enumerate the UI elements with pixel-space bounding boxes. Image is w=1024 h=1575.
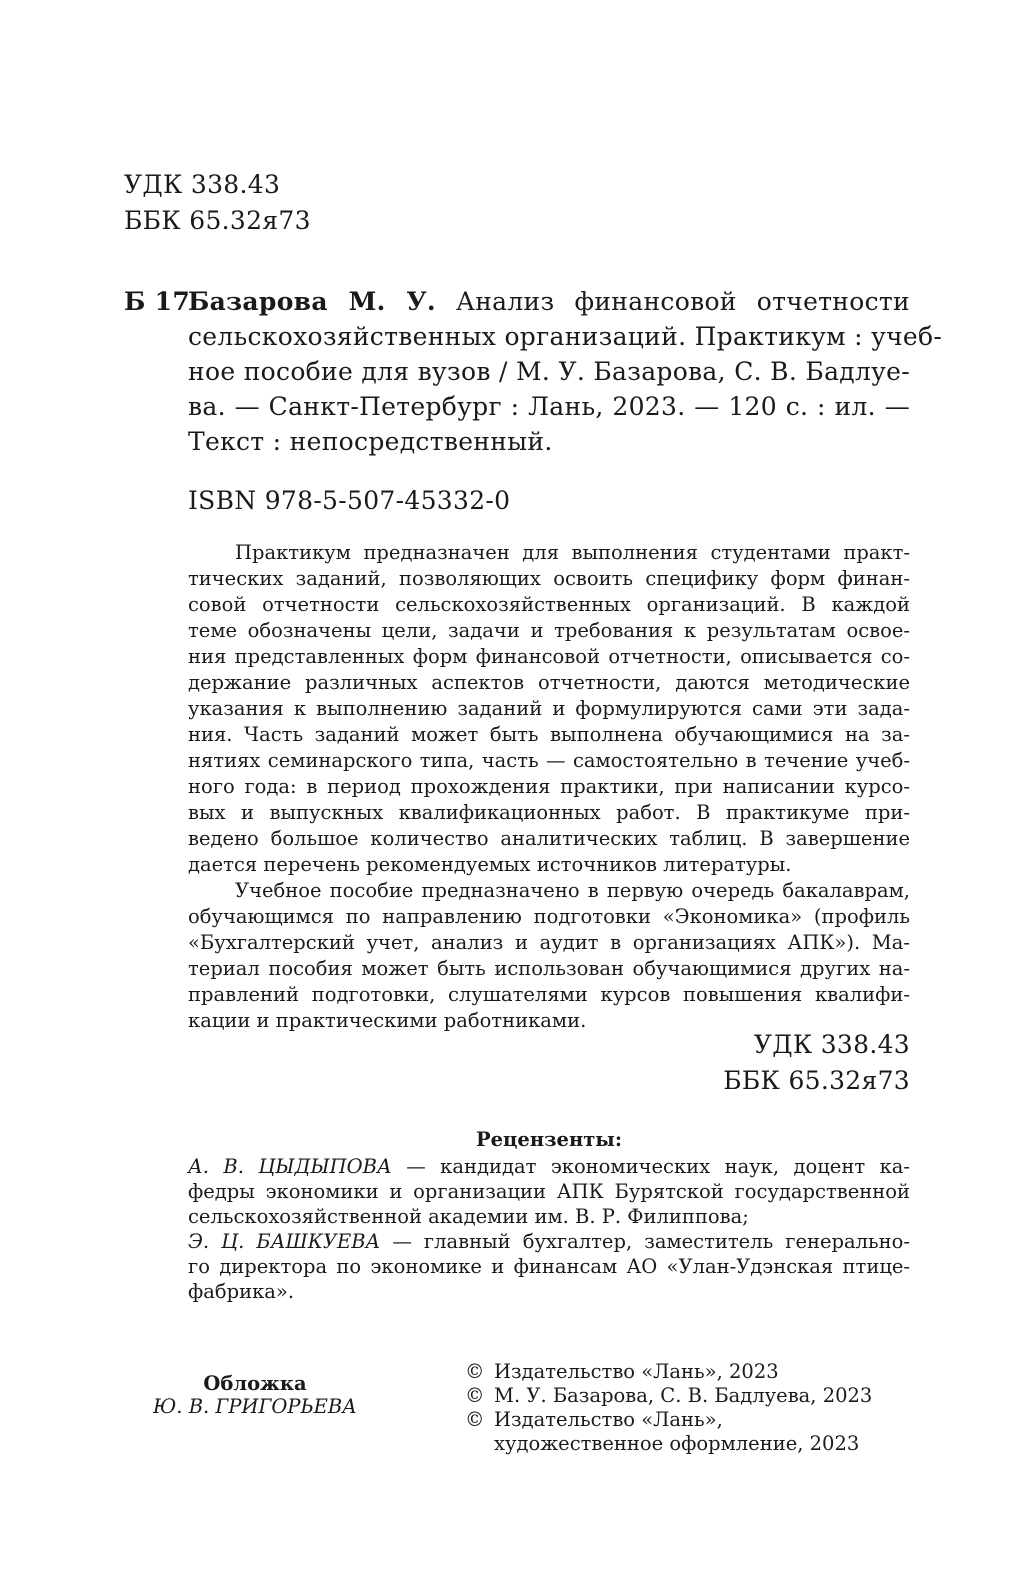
annotation-line: указания к выполнению заданий и формулируются сами эти зада- bbox=[188, 697, 910, 720]
annotation-line: «Бухгалтерский учет, анализ и аудит в организациях АПК»). Ма- bbox=[188, 931, 910, 954]
annotation-line: териал пособия может быть использован обучающимися других на- bbox=[188, 957, 910, 980]
copyright-symbol: © bbox=[465, 1408, 485, 1431]
reviewer-line: федры экономики и организации АПК Бурятской государственной bbox=[188, 1180, 910, 1203]
reviewers-heading: Рецензенты: bbox=[475, 1128, 623, 1151]
reviewer-line: го директора по экономике и финансам АО «Улан-Удэнская птице- bbox=[188, 1255, 910, 1278]
annotation-line: теме обозначены цели, задачи и требования к результатам освое- bbox=[188, 619, 910, 642]
cover-artist: Ю. В. ГРИГОРЬЕВА bbox=[153, 1395, 357, 1418]
reviewer-line bbox=[188, 1155, 910, 1179]
copyright-symbol: © bbox=[465, 1384, 485, 1407]
reviewer-text: — главный бухгалтер, заместитель генерально- bbox=[380, 1230, 910, 1253]
annotation-line: ния. Часть заданий может быть выполнена обучающимися на за- bbox=[188, 723, 910, 746]
biblio-line-3: ное пособие для вузов / М. У. Базарова, С. В. Бадлуе- bbox=[188, 357, 910, 386]
bbk-top: ББК 65.32я73 bbox=[124, 206, 311, 235]
reviewer-line: сельскохозяйственной академии им. В. Р. Филиппова; bbox=[188, 1205, 749, 1228]
annotation-line: Практикум предназначен для выполнения студентами практ- bbox=[235, 541, 910, 564]
cover-label: Обложка bbox=[203, 1372, 307, 1395]
annotation-line: ного года: в период прохождения практики, при написании курсо- bbox=[188, 775, 910, 798]
annotation-line: держание различных аспектов отчетности, даются методические bbox=[188, 671, 910, 694]
annotation-line: обучающимся по направлению подготовки «Экономика» (профиль bbox=[188, 905, 910, 928]
annotation-line: ведено большое количество аналитических таблиц. В завершение bbox=[188, 827, 910, 850]
biblio-line-1 bbox=[188, 287, 910, 316]
reviewer-line: фабрика». bbox=[188, 1280, 295, 1303]
reviewer-line bbox=[188, 1230, 910, 1254]
copyright-line: Издательство «Лань», bbox=[494, 1408, 723, 1431]
copyright-symbol: © bbox=[465, 1360, 485, 1383]
copyright-line: М. У. Базарова, С. В. Бадлуева, 2023 bbox=[494, 1384, 873, 1407]
biblio-line-4: ва. — Санкт-Петербург : Лань, 2023. — 120 с. : ил. — bbox=[188, 392, 910, 421]
annotation-line: правлений подготовки, слушателями курсов повышения квалифи- bbox=[188, 983, 910, 1006]
annotation-line: совой отчетности сельскохозяйственных организаций. В каждой bbox=[188, 593, 910, 616]
reviewer-name: А. В. ЦЫДЫПОВА bbox=[188, 1155, 392, 1178]
annotation-line: нятиях семинарского типа, часть — самостоятельно в течение учеб- bbox=[188, 749, 910, 772]
udk-top: УДК 338.43 bbox=[124, 170, 281, 199]
udk-bottom: УДК 338.43 bbox=[753, 1030, 910, 1059]
reviewer-text: — кандидат экономических наук, доцент ка- bbox=[391, 1155, 910, 1178]
isbn: ISBN 978-5-507-45332-0 bbox=[188, 486, 511, 515]
copyright-line: художественное оформление, 2023 bbox=[494, 1432, 860, 1455]
annotation-line: ния представленных форм финансовой отчетности, описывается со- bbox=[188, 645, 910, 668]
biblio-line-2: сельскохозяйственных организаций. Практикум : учеб- bbox=[188, 322, 943, 351]
annotation-line: кации и практическими работниками. bbox=[188, 1009, 587, 1032]
annotation-line: дается перечень рекомендуемых источников литературы. bbox=[188, 853, 792, 876]
annotation-line: Учебное пособие предназначено в первую очередь бакалаврам, bbox=[235, 879, 910, 902]
biblio-author: Базарова М. У. bbox=[188, 287, 436, 316]
biblio-title-start: Анализ финансовой отчетности bbox=[435, 287, 911, 316]
bbk-bottom: ББК 65.32я73 bbox=[723, 1066, 910, 1095]
reviewer-name: Э. Ц. БАШКУЕВА bbox=[188, 1230, 381, 1253]
catalog-code: Б 17 bbox=[124, 287, 191, 316]
biblio-line-5: Текст : непосредственный. bbox=[188, 427, 553, 456]
copyright-line: Издательство «Лань», 2023 bbox=[494, 1360, 779, 1383]
annotation-line: тических заданий, позволяющих освоить специфику форм финан- bbox=[188, 567, 910, 590]
annotation-line: вых и выпускных квалификационных работ. В практикуме при- bbox=[188, 801, 910, 824]
